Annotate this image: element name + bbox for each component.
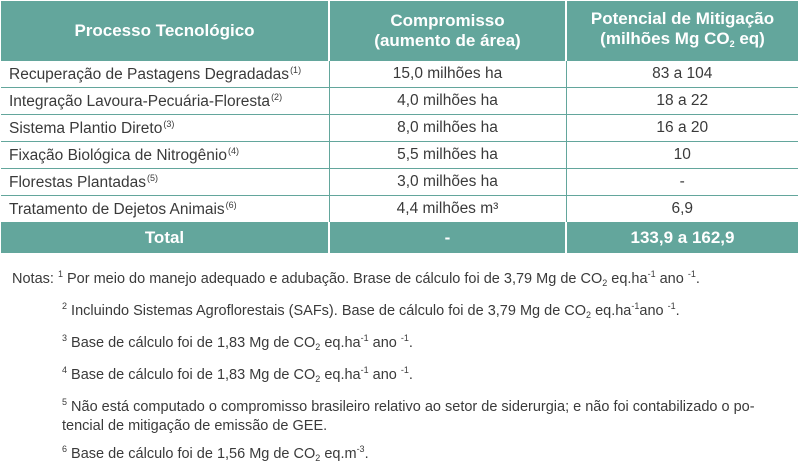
potential-cell: 16 a 20 bbox=[566, 115, 798, 142]
footnote-6: $^6$ Base de cálculo foi de 1,56 Mg de $CO_2$ $eq.m^{-3}$. bbox=[62, 444, 369, 463]
total-commitment: - bbox=[329, 223, 566, 254]
commitment-cell: 4,4 milhões m³ bbox=[329, 196, 566, 223]
commitment-cell: 8,0 milhões ha bbox=[329, 115, 566, 142]
commitment-cell: 5,5 milhões ha bbox=[329, 142, 566, 169]
process-cell: Florestas Plantadas$^{(5)}$ bbox=[1, 169, 329, 196]
potential-cell: 10 bbox=[566, 142, 798, 169]
header-process: Processo Tecnológico bbox=[1, 1, 329, 61]
potential-cell: 18 a 22 bbox=[566, 88, 798, 115]
total-label: Total bbox=[1, 223, 329, 254]
footnote-2: $^2$ Incluindo Sistemas Agroflorestais (SAFs). Base de cálculo foi de 3,79 Mg de $CO_2$ $eq.ha^{-1}ano$ $^{-1}$. bbox=[62, 301, 680, 320]
table-row bbox=[1, 196, 798, 223]
table-row bbox=[1, 88, 798, 115]
table-row bbox=[1, 169, 798, 196]
total-potential: 133,9 a 162,9 bbox=[566, 223, 798, 254]
commitment-cell: 3,0 milhões ha bbox=[329, 169, 566, 196]
footnote-5: $^5$ Não está computado o compromisso brasileiro relativo ao setor de siderurgia; e não foi contabilizado o po- tencial de mitigação de emissão de GEE. bbox=[62, 397, 755, 434]
notes-label: Notas: bbox=[12, 271, 58, 287]
total-row bbox=[1, 223, 798, 254]
header-row bbox=[1, 1, 798, 61]
footnotes bbox=[12, 265, 797, 472]
footnote-3: $^3$ Base de cálculo foi de 1,83 Mg de $CO_2$ $eq.ha^{-1}$ ano $^{-1}$. bbox=[62, 333, 413, 352]
commitment-cell: 15,0 milhões ha bbox=[329, 61, 566, 88]
process-cell: Recuperação de Pastagens Degradadas$^{(1)}$ bbox=[1, 61, 329, 88]
footnote-1: Notas: $^1$ Por meio do manejo adequado e adubação. Brase de cálculo foi de 3,79 Mg de $CO_2$ $eq.ha^{-1}$ ano $^{-1}$. bbox=[12, 269, 700, 288]
mitigation-table bbox=[1, 1, 798, 253]
table-row bbox=[1, 61, 798, 88]
header-commitment: Compromisso (aumento de área) bbox=[329, 1, 566, 61]
process-cell: Tratamento de Dejetos Animais$^{(6)}$ bbox=[1, 196, 329, 223]
process-cell: Sistema Plantio Direto$^{(3)}$ bbox=[1, 115, 329, 142]
commitment-cell: 4,0 milhões ha bbox=[329, 88, 566, 115]
table-row bbox=[1, 142, 798, 169]
potential-cell: 6,9 bbox=[566, 196, 798, 223]
potential-cell: - bbox=[566, 169, 798, 196]
table-row bbox=[1, 115, 798, 142]
header-potential: Potencial de Mitigação (milhões Mg $CO_2$ eq) bbox=[566, 1, 798, 61]
potential-cell: 83 a 104 bbox=[566, 61, 798, 88]
footnote-4: $^4$ Base de cálculo foi de 1,83 Mg de $CO_2$ $eq.ha^{-1}$ ano $^{-1}$. bbox=[62, 365, 413, 384]
process-cell: Fixação Biológica de Nitrogênio$^{(4)}$ bbox=[1, 142, 329, 169]
process-cell: Integração Lavoura-Pecuária-Floresta$^{(2)}$ bbox=[1, 88, 329, 115]
